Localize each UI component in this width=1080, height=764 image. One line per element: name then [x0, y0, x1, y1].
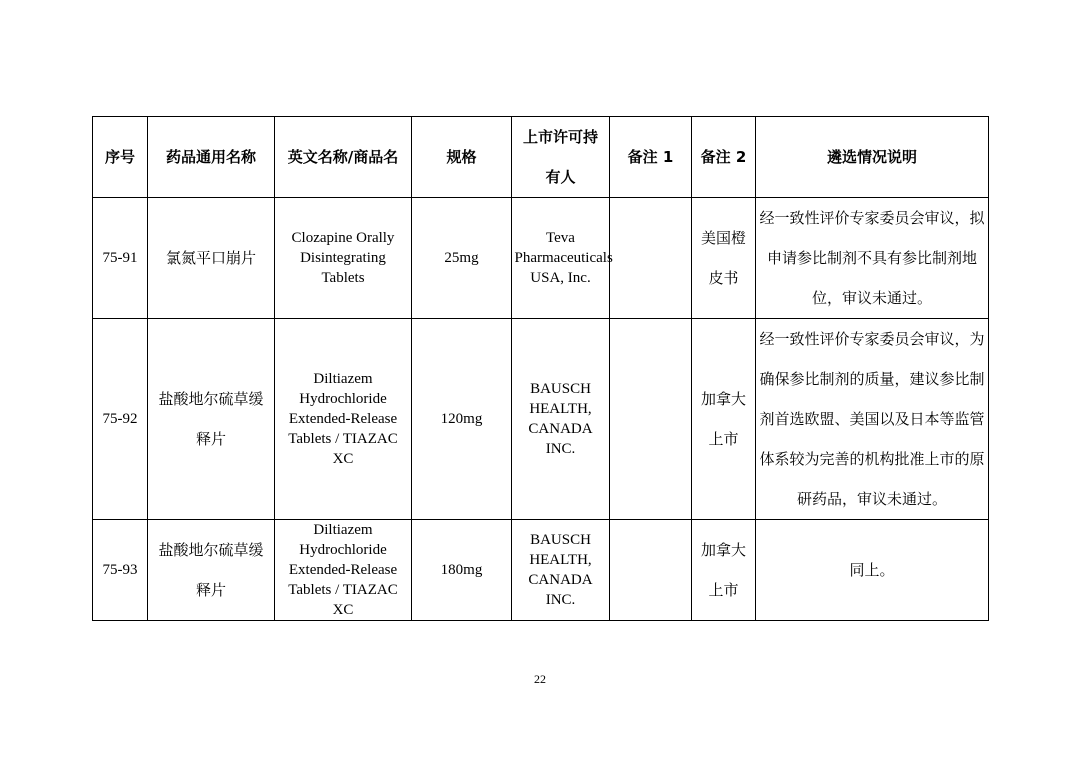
english-trade-name-text: Diltiazem Hydrochloride Extended-Release Tablets / TIAZAC XC: [288, 371, 398, 467]
cell-remark1: [610, 319, 692, 520]
cell-generic-name: [148, 520, 275, 621]
remark2-text: 加拿大上市: [700, 541, 746, 599]
cell-seq: 75-91: [93, 198, 148, 319]
header-holder-label: 上市许可持有人: [522, 128, 598, 186]
header-holder: [512, 117, 610, 198]
cell-selection-note: 同上。: [756, 520, 989, 621]
holder-text: Teva Pharmaceuticals USA, Inc.: [514, 230, 613, 286]
cell-english-trade-name: [275, 319, 412, 520]
cell-seq: 75-92: [93, 319, 148, 520]
cell-holder: [512, 319, 610, 520]
cell-remark1: [610, 198, 692, 319]
cell-remark2: [692, 198, 756, 319]
cell-remark2: [692, 520, 756, 621]
remark2-text: 美国橙皮书: [700, 229, 746, 287]
cell-holder: [512, 198, 613, 319]
header-seq: 序号: [93, 117, 148, 198]
cell-english-trade-name: [275, 520, 412, 621]
english-trade-name-text: Clozapine Orally Disintegrating Tablets: [291, 230, 395, 286]
table-row: [93, 198, 989, 319]
table-row: [93, 520, 989, 621]
generic-name-text: 氯氮平口崩片: [165, 249, 256, 267]
generic-name-text: 盐酸地尔硫草缓释片: [158, 390, 264, 448]
cell-generic-name: [148, 198, 275, 319]
cell-remark2: [692, 319, 756, 520]
cell-spec: 25mg: [412, 198, 512, 319]
header-spec: 规格: [412, 117, 512, 198]
header-english-trade-name: 英文名称/商品名: [275, 117, 412, 198]
cell-holder: [512, 520, 610, 621]
english-trade-name-text: Diltiazem Hydrochloride Extended-Release Tablets / TIAZAC XC: [288, 522, 398, 618]
table-header-row: [93, 117, 989, 198]
table-row: [93, 319, 989, 520]
header-remark1: 备注 1: [610, 117, 692, 198]
cell-seq: 75-93: [93, 520, 148, 621]
holder-text: BAUSCH HEALTH, CANADA INC.: [528, 532, 593, 608]
cell-selection-note: 经一致性评价专家委员会审议，为确保参比制剂的质量，建议参比制剂首选欧盟、美国以及日本等监管体系较为完善的机构批准上市的原研药品，审议未通过。: [756, 319, 989, 520]
cell-spec: 180mg: [412, 520, 512, 621]
cell-spec: 120mg: [412, 319, 512, 520]
header-generic-name: 药品通用名称: [148, 117, 275, 198]
header-selection-note: 遴选情况说明: [756, 117, 989, 198]
page-number: 22: [534, 672, 546, 686]
cell-generic-name: [148, 319, 275, 520]
remark2-text: 加拿大上市: [700, 390, 746, 448]
generic-name-text: 盐酸地尔硫草缓释片: [158, 541, 264, 599]
cell-english-trade-name: [275, 198, 412, 319]
cell-selection-note: 经一致性评价专家委员会审议，拟申请参比制剂不具有参比制剂地位，审议未通过。: [756, 198, 989, 319]
header-remark2: 备注 2: [692, 117, 756, 198]
cell-remark1: [610, 520, 692, 621]
holder-text: BAUSCH HEALTH, CANADA INC.: [528, 381, 593, 457]
reference-drug-review-table: [92, 116, 989, 621]
